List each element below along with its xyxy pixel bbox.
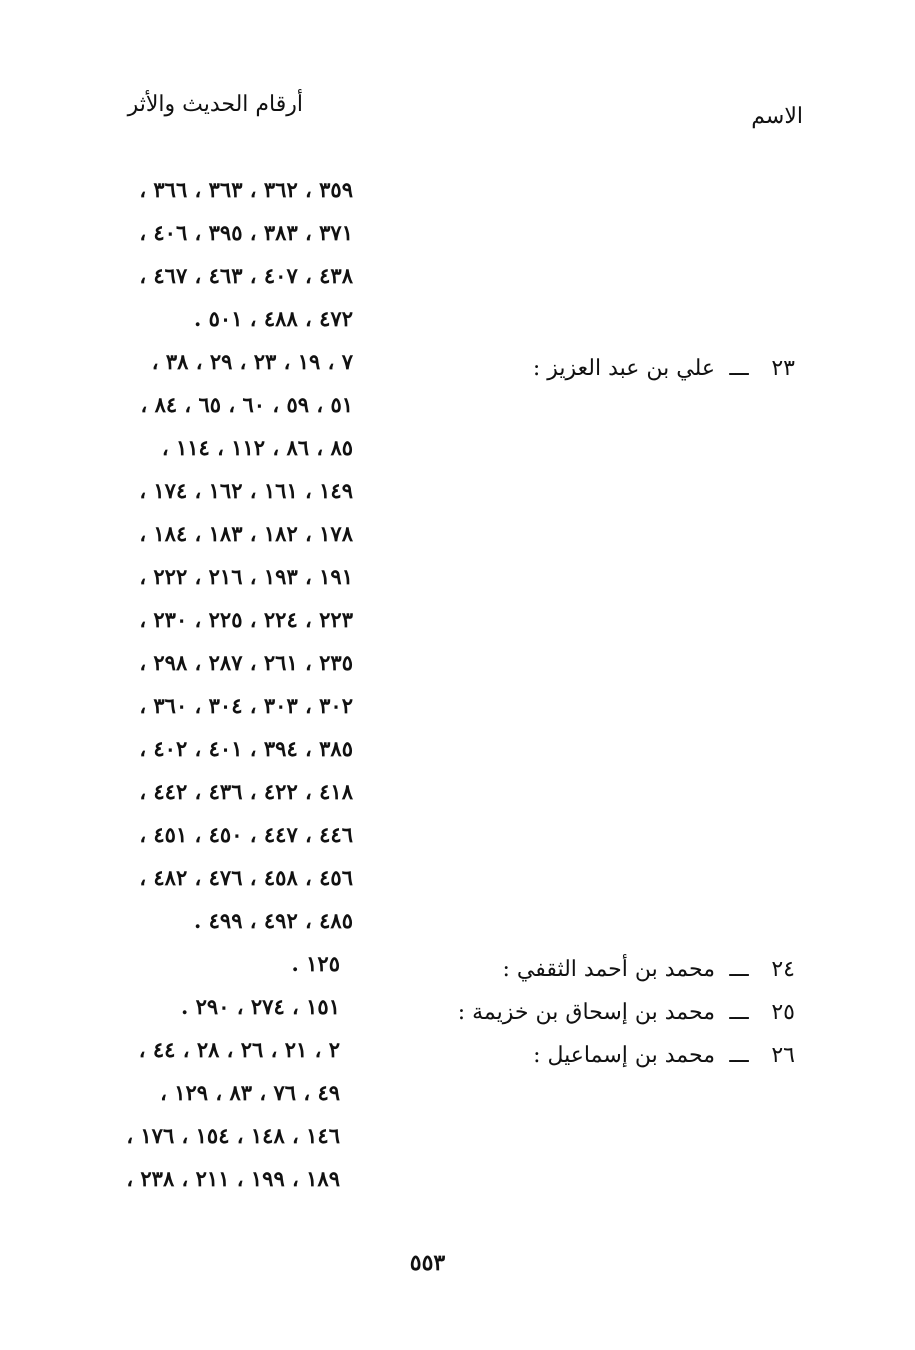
number-line: ٤١٨ ، ٤٢٢ ، ٤٣٦ ، ٤٤٢ ، [139, 779, 353, 804]
number-line: ٥١ ، ٥٩ ، ٦٠ ، ٦٥ ، ٨٤ ، [140, 392, 353, 417]
entry-dash: ـــ [729, 957, 749, 982]
number-line: ٢ ، ٢١ ، ٢٦ ، ٢٨ ، ٤٤ ، [138, 1037, 340, 1062]
number-line: ٤٩ ، ٧٦ ، ٨٣ ، ١٢٩ ، [160, 1080, 340, 1105]
entry-number: ٢٦ [771, 1043, 795, 1068]
number-line: ٣٨٥ ، ٣٩٤ ، ٤٠١ ، ٤٠٢ ، [139, 736, 353, 761]
number-line: ٣٥٩ ، ٣٦٢ ، ٣٦٣ ، ٣٦٦ ، [139, 177, 353, 202]
number-line: ١٢٥ . [291, 951, 340, 976]
page-number: ٥٥٣ [409, 1250, 446, 1276]
entry-number: ٢٣ [771, 356, 795, 381]
number-line: ١٩١ ، ١٩٣ ، ٢١٦ ، ٢٢٢ ، [139, 564, 353, 589]
column-header-name: الاسم [751, 104, 803, 129]
index-entries-group [375, 948, 795, 1077]
hadith-numbers-column [33, 168, 353, 1200]
number-line: ٧ ، ١٩ ، ٢٣ ، ٢٩ ، ٣٨ ، [151, 349, 353, 374]
index-entry [375, 347, 795, 390]
number-line: ٤٧٢ ، ٤٨٨ ، ٥٠١ . [194, 306, 353, 331]
number-line: ١٤٩ ، ١٦١ ، ١٦٢ ، ١٧٤ ، [139, 478, 353, 503]
index-entry [375, 991, 795, 1034]
number-line: ٤٨٥ ، ٤٩٢ ، ٤٩٩ . [194, 908, 353, 933]
entry-dash: ـــ [729, 1000, 749, 1025]
number-line: ٢٣٥ ، ٢٦١ ، ٢٨٧ ، ٢٩٨ ، [139, 650, 353, 675]
number-line: ٣٧١ ، ٣٨٣ ، ٣٩٥ ، ٤٠٦ ، [139, 220, 353, 245]
entry-name: علي بن عبد العزيز : [532, 356, 715, 381]
number-line: ٢٢٣ ، ٢٢٤ ، ٢٢٥ ، ٢٣٠ ، [139, 607, 353, 632]
index-entry [375, 948, 795, 991]
entry-dash: ـــ [729, 356, 749, 381]
index-entry [375, 1034, 795, 1077]
number-line: ١٨٩ ، ١٩٩ ، ٢١١ ، ٢٣٨ ، [126, 1166, 340, 1191]
number-line: ٣٠٢ ، ٣٠٣ ، ٣٠٤ ، ٣٦٠ ، [139, 693, 353, 718]
number-line: ٤٣٨ ، ٤٠٧ ، ٤٦٣ ، ٤٦٧ ، [139, 263, 353, 288]
entry-name: محمد بن إسماعيل : [533, 1043, 715, 1068]
entry-name: محمد بن أحمد الثقفي : [502, 957, 715, 982]
number-line: ٤٤٦ ، ٤٤٧ ، ٤٥٠ ، ٤٥١ ، [139, 822, 353, 847]
number-line: ١٧٨ ، ١٨٢ ، ١٨٣ ، ١٨٤ ، [139, 521, 353, 546]
number-line: ٨٥ ، ٨٦ ، ١١٢ ، ١١٤ ، [161, 435, 353, 460]
entry-dash: ـــ [729, 1043, 749, 1068]
entry-number: ٢٤ [771, 957, 795, 982]
number-line: ١٥١ ، ٢٧٤ ، ٢٩٠ . [181, 994, 340, 1019]
entry-name: محمد بن إسحاق بن خزيمة : [457, 1000, 715, 1025]
column-header-numbers: أرقام الحديث والأثر [127, 92, 303, 117]
number-line: ٤٥٦ ، ٤٥٨ ، ٤٧٦ ، ٤٨٢ ، [139, 865, 353, 890]
entry-number: ٢٥ [771, 1000, 795, 1025]
number-line: ١٤٦ ، ١٤٨ ، ١٥٤ ، ١٧٦ ، [126, 1123, 340, 1148]
